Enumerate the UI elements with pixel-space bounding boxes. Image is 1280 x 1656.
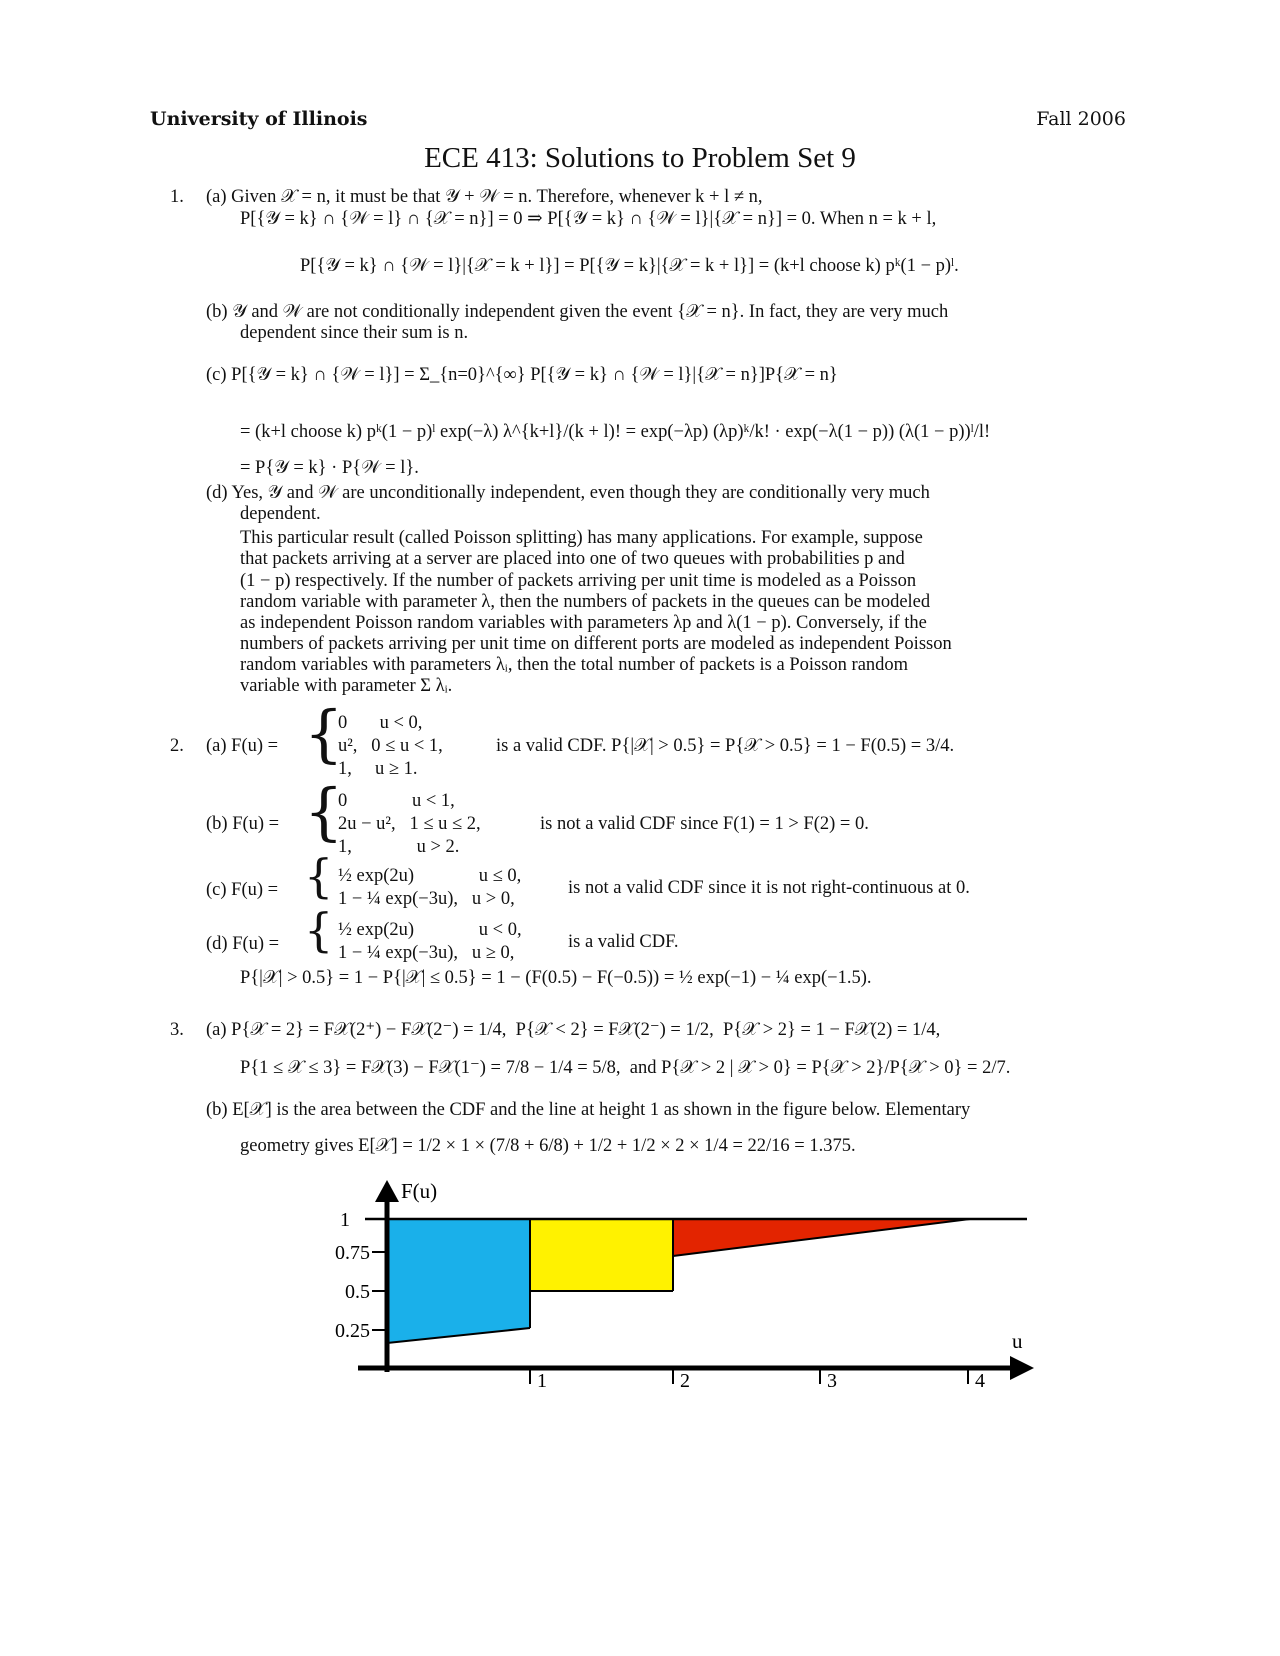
- p2-a-tail: is a valid CDF. P{|𝒳| > 0.5} = P{𝒳 > 0.5} = 1 − F(0.5) = 3/4.: [496, 736, 955, 756]
- y-tick-label-1: 1: [340, 1209, 350, 1231]
- p1-para-8: variable with parameter Σ λᵢ.: [240, 676, 453, 696]
- p2-d-tail: is a valid CDF.: [568, 932, 679, 952]
- p2-b-brace: {: [304, 775, 344, 848]
- p1-a-equation: P[{𝒴 = k} ∩ {𝒲 = l}|{𝒳 = k + l}] = P[{𝒴 = k}|{𝒳 = k + l}] = (k+l choose k) pᵏ(1 − p)ˡ.: [300, 256, 959, 276]
- p2-c-case-1: ½ exp(2u) u ≤ 0,: [338, 866, 522, 886]
- problem-3-number: 3.: [170, 1020, 184, 1040]
- y-axis-label: F(u): [401, 1179, 438, 1203]
- p1-b-line2: dependent since their sum is n.: [240, 323, 469, 343]
- p2-a-case-2: u², 0 ≤ u < 1,: [338, 736, 443, 756]
- x-axis-label: u: [1012, 1329, 1023, 1353]
- p1-para-5: as independent Poisson random variables with parameters λp and λ(1 − p). Conversely, if the: [240, 613, 927, 633]
- p1-a-line1: (a) Given 𝒳 = n, it must be that 𝒴 + 𝒲 = n. Therefore, whenever k + l ≠ n,: [206, 187, 763, 207]
- x-axis-arrow: [1010, 1356, 1034, 1380]
- p3-b-line1: (b) E[𝒳] is the area between the CDF and the line at height 1 as shown in the figure below. Elementary: [206, 1100, 971, 1120]
- term: Fall 2006: [1036, 108, 1126, 130]
- p1-para-7: random variables with parameters λᵢ, then the total number of packets is a Poisson random: [240, 655, 909, 675]
- p1-para-3: (1 − p) respectively. If the number of packets arriving per unit time is modeled as a Poisson: [240, 571, 917, 591]
- p2-b-case-2: 2u − u², 1 ≤ u ≤ 2,: [338, 814, 481, 834]
- p2-a-case-3: 1, u ≥ 1.: [338, 759, 418, 779]
- x-tick-label-2: 2: [680, 1370, 690, 1392]
- p1-a-line2: P[{𝒴 = k} ∩ {𝒲 = l} ∩ {𝒳 = n}] = 0 ⇒ P[{𝒴 = k} ∩ {𝒲 = l}|{𝒳 = n}] = 0. When n = k + l,: [240, 209, 937, 229]
- problem-2-number: 2.: [170, 736, 184, 756]
- p3-b-line2: geometry gives E[𝒳] = 1/2 × 1 × (7/8 + 6/8) + 1/2 + 1/2 × 2 × 1/4 = 22/16 = 1.375.: [240, 1136, 856, 1156]
- p1-para-6: numbers of packets arriving per unit time on different ports are modeled as independent Poisson: [240, 634, 952, 654]
- p3-a-line2: P{1 ≤ 𝒳 ≤ 3} = F𝒳(3) − F𝒳(1⁻) = 7/8 − 1/4 = 5/8, and P{𝒳 > 2 | 𝒳 > 0} = P{𝒳 > 2}/P{𝒳 > 0} = 2/7.: [240, 1058, 1011, 1078]
- x-tick-label-4: 4: [975, 1370, 985, 1392]
- p1-para-1: This particular result (called Poisson splitting) has many applications. For example, suppose: [240, 528, 923, 548]
- p1-d-line1: (d) Yes, 𝒴 and 𝒲 are unconditionally independent, even though they are conditionally very much: [206, 483, 930, 503]
- p2-b-case-3: 1, u > 2.: [338, 837, 460, 857]
- problem-1-number: 1.: [170, 187, 184, 207]
- area-yellow: [530, 1219, 673, 1291]
- y-tick-label-05: 0.5: [345, 1281, 370, 1303]
- p1-para-4: random variable with parameter λ, then the numbers of packets in the queues can be modeled: [240, 592, 931, 612]
- x-tick-label-3: 3: [827, 1370, 837, 1392]
- p2-d-case-2: 1 − ¼ exp(−3u), u ≥ 0,: [338, 943, 515, 963]
- page-title: ECE 413: Solutions to Problem Set 9: [424, 142, 856, 174]
- p2-b-label: (b) F(u) =: [206, 814, 280, 834]
- p2-d-label: (d) F(u) =: [206, 934, 280, 954]
- p2-d-line2: P{|𝒳| > 0.5} = 1 − P{|𝒳| ≤ 0.5} = 1 − (F(0.5) − F(−0.5)) = ½ exp(−1) − ¼ exp(−1.5).: [240, 968, 872, 988]
- y-tick-label-025: 0.25: [335, 1320, 370, 1342]
- p1-c-line2: = (k+l choose k) pᵏ(1 − p)ˡ exp(−λ) λ^{k+l}/(k + l)! = exp(−λp) (λp)ᵏ/k! · exp(−λ(1 − p)) (λ(1 − p))ˡ/l!: [240, 422, 991, 442]
- p2-c-label: (c) F(u) =: [206, 880, 279, 900]
- area-blue: [385, 1219, 530, 1343]
- university-name: University of Illinois: [150, 108, 368, 130]
- p2-a-brace: {: [304, 697, 344, 770]
- p2-c-case-2: 1 − ¼ exp(−3u), u > 0,: [338, 889, 515, 909]
- x-tick-label-1: 1: [537, 1370, 547, 1392]
- y-axis-arrow: [375, 1180, 399, 1202]
- p2-c-brace: {: [304, 849, 334, 903]
- p2-b-case-1: 0 u < 1,: [338, 791, 455, 811]
- p1-d-line2: dependent.: [240, 504, 321, 524]
- p2-a-case-1: 0 u < 0,: [338, 713, 423, 733]
- p2-d-brace: {: [304, 903, 334, 957]
- p2-d-case-1: ½ exp(2u) u < 0,: [338, 920, 522, 940]
- p1-c-line3: = P{𝒴 = k} · P{𝒲 = l}.: [240, 458, 419, 478]
- p2-b-tail: is not a valid CDF since F(1) = 1 > F(2) = 0.: [540, 814, 869, 834]
- p2-c-tail: is not a valid CDF since it is not right-continuous at 0.: [568, 878, 970, 898]
- y-tick-label-075: 0.75: [335, 1242, 370, 1264]
- p1-c-line1: (c) P[{𝒴 = k} ∩ {𝒲 = l}] = Σ_{n=0}^{∞} P[{𝒴 = k} ∩ {𝒲 = l}|{𝒳 = n}]P{𝒳 = n}: [206, 365, 838, 385]
- p3-a-line1: (a) P{𝒳 = 2} = F𝒳(2⁺) − F𝒳(2⁻) = 1/4, P{𝒳 < 2} = F𝒳(2⁻) = 1/2, P{𝒳 > 2} = 1 − F𝒳(2) = 1/4,: [206, 1020, 941, 1040]
- p2-a-label: (a) F(u) =: [206, 736, 279, 756]
- p1-b-line1: (b) 𝒴 and 𝒲 are not conditionally independent given the event {𝒳 = n}. In fact, they are very much: [206, 302, 949, 322]
- p1-para-2: that packets arriving at a server are placed into one of two queues with probabilities p and: [240, 549, 905, 569]
